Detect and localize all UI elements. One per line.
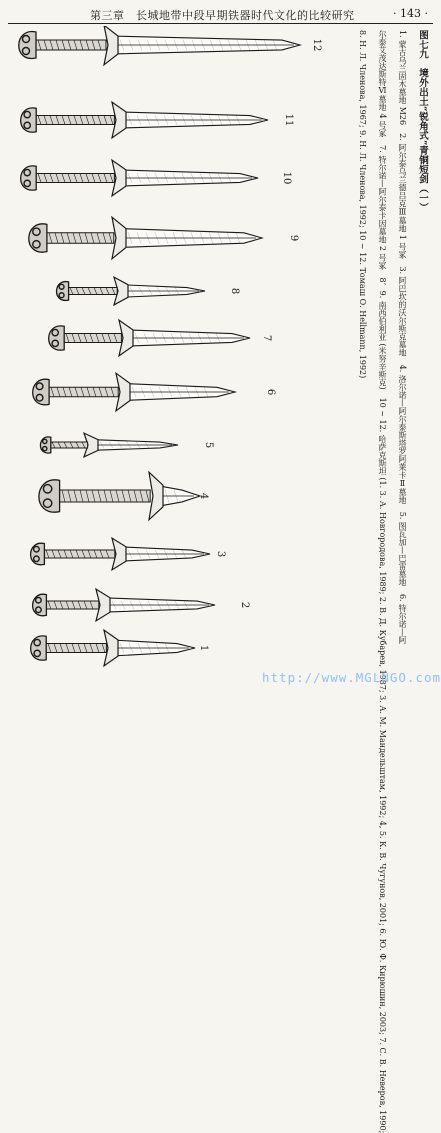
- dagger-1: [31, 630, 209, 666]
- dagger-11: [21, 102, 294, 138]
- dagger-label: 6: [265, 388, 276, 396]
- dagger-6: [33, 373, 276, 411]
- dagger-label: 12: [311, 38, 322, 52]
- dagger-8: [57, 277, 240, 305]
- caption-line-3: 8. Н. Л. Членова, 1967; 9. Н. Л. Членова, 1992; 10 ~ 12. Томаш О. Hellmann, 1992): [358, 30, 367, 379]
- dagger-7: [49, 320, 272, 356]
- dagger-label: 7: [261, 334, 272, 342]
- dagger-2: [33, 589, 250, 621]
- dagger-label: 4: [198, 492, 209, 500]
- dagger-label: 2: [239, 601, 250, 609]
- grip: [34, 40, 106, 50]
- header-rule: [8, 23, 433, 24]
- dagger-label: 3: [215, 550, 226, 558]
- dagger-plate: [0, 26, 345, 671]
- dagger-10: [21, 160, 292, 196]
- dagger-9: [29, 217, 299, 259]
- dagger-label: 10: [281, 171, 292, 185]
- watermark-url: http://www.MGLNGO.com: [262, 670, 441, 685]
- dagger-label: 9: [288, 234, 299, 242]
- dagger-4: [39, 472, 209, 520]
- grip: [44, 644, 106, 653]
- chapter-title: 第三章 长城地带中段早期铁器时代文化的比较研究: [90, 9, 355, 22]
- grip: [67, 288, 117, 295]
- dagger-label: 1: [198, 644, 209, 652]
- dagger-label: 11: [283, 113, 294, 127]
- dagger-12: [19, 26, 322, 65]
- caption-title: 图七九 境外出土“锐角式”青铜短剑（一）: [417, 30, 428, 212]
- caption-line-1: 1. 蒙古乌兰固木墓地 M26 2. 阿尔泰乌兰德吕克Ⅲ墓地 1 号冢 3. 阿巴坎的沃尔斯克墓地 4. 洛尔诺—阿尔泰斯塔罗阿莱卡Ⅱ墓地 5. 图瓦加—巴雷墓地 6. 特尔诺—阿: [398, 30, 407, 645]
- caption-line-2: 尔泰艾茂达斯特Ⅵ墓地 4 号冢 7. 特尔诺—阿尔泰卡因墓地 2 号冢 8、9. 南西伯利亚 (米努辛斯克) 10 ~ 12. 哈萨克斯坦 (1. 3. А. Новгородова, 1989; 2. В. Д. Кубарев, 1987; 3. А. М. Мандельштам, 1992; 4, 5. К. В. Чугунов, 2001; 6. Ю. Ф. Кирюшин, 2003; 7. С. В. Неверов, 1990;: [378, 30, 387, 1133]
- dagger-3: [31, 538, 226, 570]
- running-header: [0, 0, 441, 26]
- dagger-label: 5: [203, 441, 214, 449]
- guard: [149, 472, 163, 520]
- dagger-5: [40, 433, 214, 457]
- grip: [50, 442, 88, 448]
- grip: [62, 334, 121, 343]
- page-number: · 143 ·: [393, 7, 428, 20]
- dagger-label: 8: [229, 287, 240, 295]
